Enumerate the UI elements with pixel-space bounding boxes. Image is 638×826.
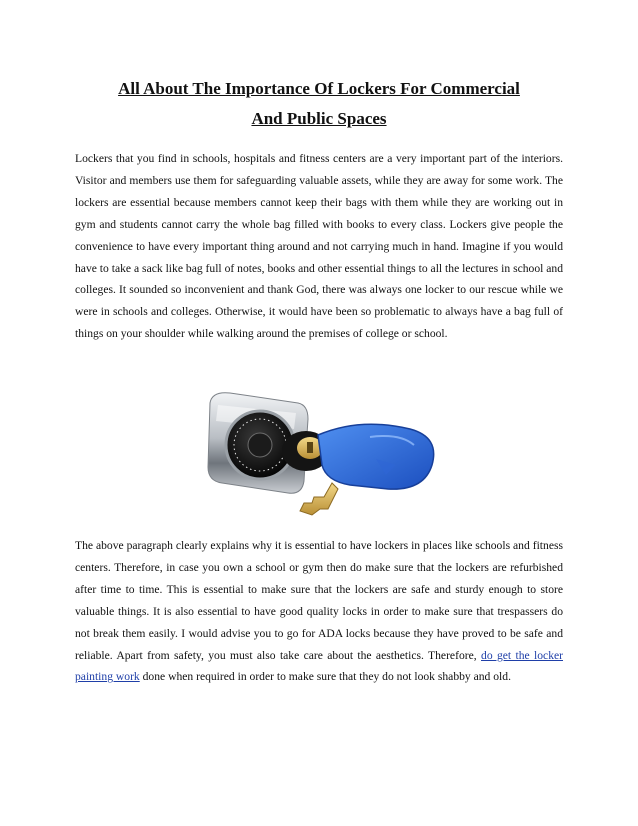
paragraph-conclusion-text-1: The above paragraph clearly explains why it is essential to have lockers in places like schools and fitness centers. Therefore, in case you own a school or gym then do make sure that the lockers are refurbished after time to time. This is essential to make sure that the lockers are safe and sturdy enough to store valuable things. It is also essential to have good quality locks in order to make sure that trespassers do not break them easily. I would advise you to go for ADA locks because they have proved to be safe and reliable. Apart from safety, you must also take care about the aesthetics. Therefore, [75,539,563,662]
combination-lock-with-key-icon [200,385,448,525]
page-title [60,74,578,134]
paragraph-conclusion [75,535,563,688]
locker-painting-link[interactable]: do get the locker painting work [75,648,563,684]
paragraph-conclusion-text-2: done when required in order to make sure that they do not look shabby and old. [139,670,511,684]
title-line-2: And Public Spaces [251,109,387,128]
paragraph-intro: Lockers that you find in schools, hospitals and fitness centers are a very important part of the interiors. Visitor and members use them for safeguarding valuable assets, while they are away for some work. The lockers are essential because members cannot keep their bags with them while they are working out in gym and students cannot carry the whole bag filled with books to every class. Lockers give people the convenience to have every important thing around and not carrying much in hand. Imagine if you would have to take a sack like bag full of notes, books and other essential things to all the lectures in school and colleges. It sounded so inconvenient and thank God, there was always one locker to our rescue while we were in schools and colleges. Otherwise, it would have been so problematic to always have a bag full of things on your shoulder while walking around the premises of college or school. [75,152,563,341]
title-line-1: All About The Importance Of Lockers For Commercial [118,79,520,98]
